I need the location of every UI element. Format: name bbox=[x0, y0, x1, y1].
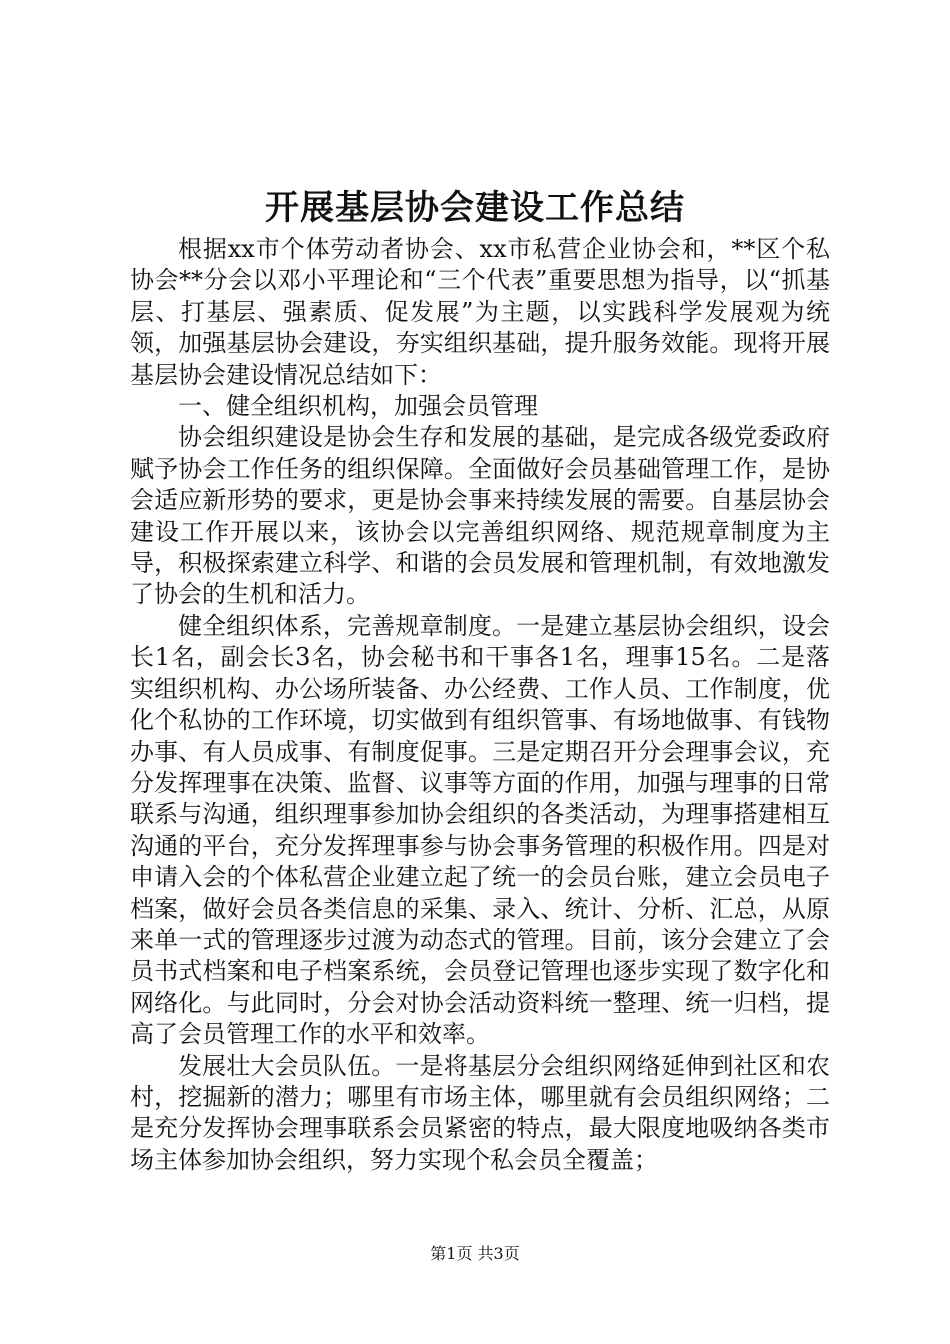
paragraph-members: 发展壮大会员队伍。一是将基层分会组织网络延伸到社区和农村，挖掘新的潜力；哪里有市场主体，哪里就有会员组织网络；二是充分发挥协会理事联系会员紧密的特点，最大限度地吸纳各类市场主体参加协会组织，努力实现个私会员全覆盖； bbox=[130, 1051, 830, 1174]
document-title: 开展基层协会建设工作总结 bbox=[265, 188, 685, 228]
section-heading-1: 一、健全组织机构，加强会员管理 bbox=[178, 392, 538, 421]
paragraph-system: 健全组织体系，完善规章制度。一是建立基层协会组织，设会长1名，副会长3名，协会秘书和干事各1名，理事15名。二是落实组织机构、办公场所装备、办公经费、工作人员、工作制度，优化个私协的工作环境，切实做到有组织管事、有场地做事、有钱物办事、有人员成事、有制度促事。三是定期召开分会理事会议，充分发挥理事在决策、监督、议事等方面的作用，加强与理事的日常联系与沟通，组织理事参加协会组织的各类活动，为理事搭建相互沟通的平台，充分发挥理事参与协会事务管理的积极作用。四是对申请入会的个体私营企业建立起了统一的会员台账，建立会员电子档案，做好会员各类信息的采集、录入、统计、分析、汇总，从原来单一式的管理逐步过渡为动态式的管理。目前，该分会建立了会员书式档案和电子档案系统，会员登记管理也逐步实现了数字化和网络化。与此同时，分会对协会活动资料统一整理、统一归档，提高了会员管理工作的水平和效率。 bbox=[130, 611, 830, 1049]
page-footer: 第1页 共3页 bbox=[430, 1244, 520, 1263]
document-body bbox=[130, 234, 830, 1176]
paragraph-intro: 根据xx市个体劳动者协会、xx市私营企业协会和，**区个私协会**分会以邓小平理论和“三个代表”重要思想为指导，以“抓基层、打基层、强素质、促发展”为主题，以实践科学发展观为统领，加强基层协会建设，夯实组织基础，提升服务效能。现将开展基层协会建设情况总结如下： bbox=[130, 235, 830, 389]
paragraph-organization: 协会组织建设是协会生存和发展的基础，是完成各级党委政府赋予协会工作任务的组织保障。全面做好会员基础管理工作，是协会适应新形势的要求，更是协会事来持续发展的需要。自基层协会建设工作开展以来，该协会以完善组织网络、规范规章制度为主导，积极探索建立科学、和谐的会员发展和管理机制，有效地激发了协会的生机和活力。 bbox=[130, 423, 830, 609]
